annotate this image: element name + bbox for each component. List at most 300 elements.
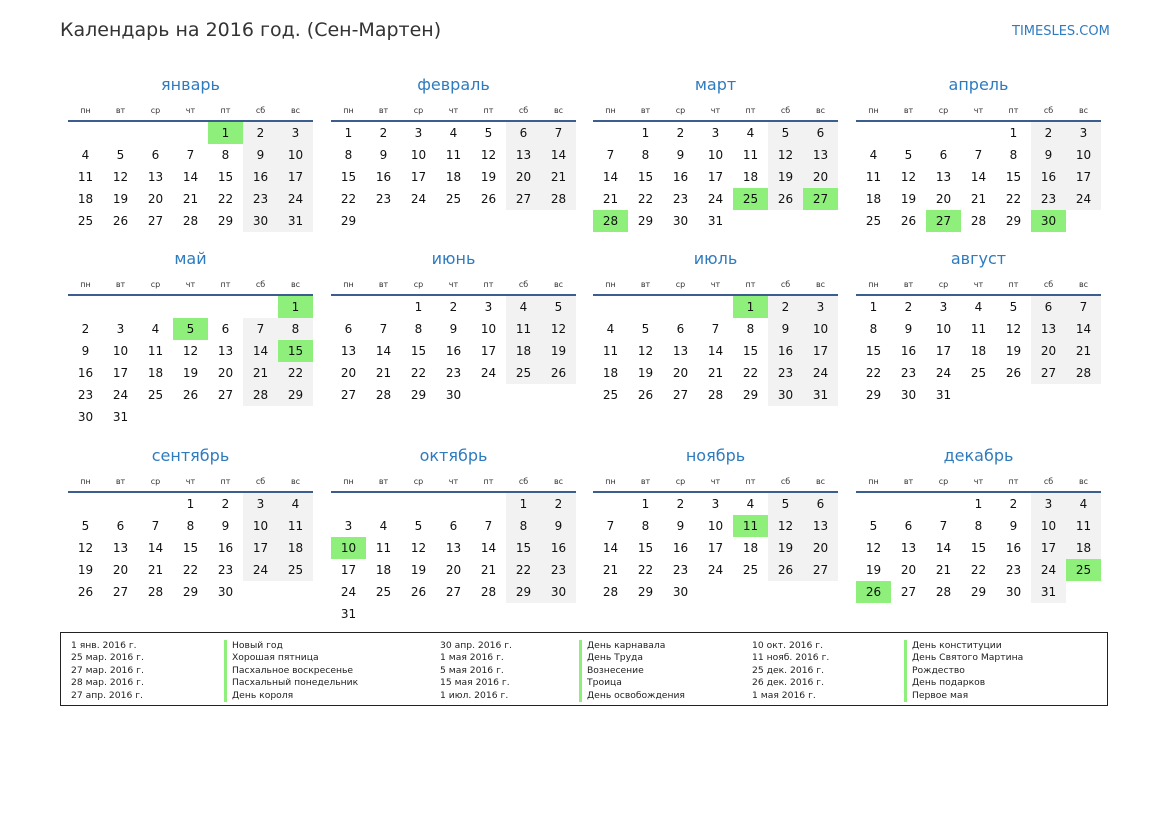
day-cell: 18 (1066, 537, 1101, 559)
legend-holiday-name: Пасхальное воскресенье (232, 664, 354, 676)
day-cell: 16 (217, 541, 234, 555)
day-cell: 11 (77, 170, 94, 184)
month-name: август (950, 249, 1007, 268)
day-cell: 3 (484, 300, 493, 314)
day-cell: 1 (414, 300, 423, 314)
day-cell: 12 (865, 541, 882, 555)
empty-cell (138, 492, 173, 515)
day-cell: 16 (243, 166, 278, 188)
page-title: Календарь на 2016 год. (Сен-Мартен) (60, 19, 442, 41)
day-cell: 9 (541, 515, 576, 537)
legend-holiday-name: День подарков (912, 677, 986, 689)
empty-cell (208, 295, 243, 318)
day-cell: 11 (970, 322, 987, 336)
legend-names-col-2 (579, 640, 685, 702)
day-cell: 30 (672, 214, 689, 228)
day-cell: 26 (1005, 366, 1022, 380)
weekday-header: ср (138, 274, 173, 295)
day-cell: 27 (340, 388, 357, 402)
day-cell: 16 (768, 340, 803, 362)
empty-cell (173, 121, 208, 144)
day-cell: 5 (1009, 300, 1018, 314)
empty-cell (1066, 384, 1101, 406)
day-cell: 6 (939, 148, 948, 162)
empty-cell (856, 121, 891, 144)
day-cell: 19 (182, 366, 199, 380)
empty-cell (996, 384, 1031, 406)
day-cell: 14 (970, 170, 987, 184)
weekday-header: ср (663, 471, 698, 492)
day-cell: 23 (217, 563, 234, 577)
weekday-header: вт (366, 471, 401, 492)
day-cell: 27 (803, 559, 838, 581)
day-cell: 27 (445, 585, 462, 599)
weekday-header: вт (891, 471, 926, 492)
month-table (856, 471, 1101, 603)
day-cell: 8 (746, 322, 755, 336)
day-cell: 16 (672, 541, 689, 555)
day-cell: 13 (672, 344, 689, 358)
day-cell: 1 (186, 497, 195, 511)
empty-cell (1031, 384, 1066, 406)
day-cell: 10 (410, 148, 427, 162)
day-cell: 24 (410, 192, 427, 206)
legend-date: 1 июл. 2016 г. (440, 689, 509, 701)
weekday-header: вс (803, 100, 838, 121)
day-cell: 17 (1066, 166, 1101, 188)
weekday-header: чт (698, 471, 733, 492)
day-cell: 20 (445, 563, 462, 577)
weekday-header: вт (628, 100, 663, 121)
weekday-header: сб (768, 471, 803, 492)
day-cell: 1 (869, 300, 878, 314)
day-cell: 21 (541, 166, 576, 188)
day-cell: 7 (379, 322, 388, 336)
empty-cell (243, 295, 278, 318)
day-cell: 3 (1066, 121, 1101, 144)
day-cell: 28 (935, 585, 952, 599)
day-cell: 16 (541, 537, 576, 559)
day-cell: 2 (243, 121, 278, 144)
day-cell: 15 (970, 541, 987, 555)
day-cell: 27 (506, 188, 541, 210)
weekday-header: вт (103, 471, 138, 492)
day-cell: 24 (340, 585, 357, 599)
day-cell: 29 (742, 388, 759, 402)
day-cell: 8 (974, 519, 983, 533)
weekday-header: пн (593, 274, 628, 295)
empty-cell (278, 581, 313, 603)
day-cell: 23 (77, 388, 94, 402)
day-cell: 7 (711, 322, 720, 336)
legend-date: 30 апр. 2016 г. (440, 640, 512, 651)
month-name: май (174, 249, 207, 268)
day-cell: 25 (278, 559, 313, 581)
day-cell: 14 (243, 340, 278, 362)
empty-cell (366, 603, 401, 625)
day-cell: 15 (506, 537, 541, 559)
day-cell: 14 (147, 541, 164, 555)
legend-date: 26 дек. 2016 г. (752, 677, 825, 689)
day-cell: 23 (243, 188, 278, 210)
weekday-header: вт (103, 100, 138, 121)
day-cell: 2 (676, 126, 685, 140)
weekday-header: чт (436, 274, 471, 295)
day-cell: 19 (900, 192, 917, 206)
day-cell: 6 (904, 519, 913, 533)
day-cell: 31 (112, 410, 129, 424)
empty-cell (103, 492, 138, 515)
day-cell: 12 (768, 515, 803, 537)
empty-cell (1066, 581, 1101, 603)
day-cell: 5 (116, 148, 125, 162)
month-table (68, 100, 313, 232)
day-cell: 5 (81, 519, 90, 533)
weekday-header: сб (768, 100, 803, 121)
day-cell: 3 (116, 322, 125, 336)
day-cell: 30 (217, 585, 234, 599)
day-cell: 29 (410, 388, 427, 402)
empty-cell (401, 492, 436, 515)
month-11 (593, 445, 838, 603)
empty-cell (1066, 210, 1101, 232)
day-cell: 20 (935, 192, 952, 206)
day-cell: 3 (711, 126, 720, 140)
day-cell: 31 (803, 384, 838, 406)
day-cell: 1 (208, 121, 243, 144)
legend-holiday-name: День Святого Мартина (912, 652, 1024, 664)
day-cell: 14 (602, 170, 619, 184)
empty-cell (471, 210, 506, 232)
day-cell: 11 (1066, 515, 1101, 537)
day-cell: 19 (768, 537, 803, 559)
month-4 (856, 74, 1101, 232)
empty-cell (366, 210, 401, 232)
day-cell: 20 (112, 563, 129, 577)
day-cell: 1 (1009, 126, 1018, 140)
day-cell: 2 (904, 300, 913, 314)
day-cell: 12 (637, 344, 654, 358)
day-cell: 3 (711, 497, 720, 511)
empty-cell (803, 581, 838, 603)
empty-cell (803, 210, 838, 232)
day-cell: 29 (278, 384, 313, 406)
day-cell: 28 (375, 388, 392, 402)
day-cell: 12 (182, 344, 199, 358)
day-cell: 22 (506, 559, 541, 581)
day-cell: 2 (768, 295, 803, 318)
day-cell: 10 (803, 318, 838, 340)
day-cell: 20 (340, 366, 357, 380)
day-cell: 5 (484, 126, 493, 140)
day-cell: 18 (147, 366, 164, 380)
weekday-header: вс (541, 274, 576, 295)
day-cell: 26 (541, 362, 576, 384)
day-cell: 3 (344, 519, 353, 533)
day-cell: 20 (506, 166, 541, 188)
day-cell: 19 (637, 366, 654, 380)
month-3 (593, 74, 838, 232)
weekday-header: пн (331, 100, 366, 121)
day-cell: 21 (147, 563, 164, 577)
day-cell: 15 (217, 170, 234, 184)
day-cell: 31 (707, 214, 724, 228)
day-cell: 2 (379, 126, 388, 140)
empty-cell (436, 210, 471, 232)
day-cell: 12 (768, 144, 803, 166)
day-cell: 22 (340, 192, 357, 206)
day-cell: 23 (541, 559, 576, 581)
weekday-header: вс (278, 274, 313, 295)
legend-dates-col-3 (752, 640, 829, 702)
legend-holiday-name: День Труда (587, 652, 644, 664)
day-cell: 15 (182, 541, 199, 555)
legend-holiday-name: День короля (232, 689, 294, 701)
weekday-header: пт (208, 100, 243, 121)
day-cell: 18 (742, 170, 759, 184)
day-cell: 21 (182, 192, 199, 206)
month-table (856, 274, 1101, 406)
day-cell: 2 (676, 497, 685, 511)
empty-cell (138, 121, 173, 144)
day-cell: 31 (340, 607, 357, 621)
day-cell: 24 (935, 366, 952, 380)
day-cell: 27 (217, 388, 234, 402)
empty-cell (698, 295, 733, 318)
day-cell: 14 (602, 541, 619, 555)
day-cell: 25 (742, 563, 759, 577)
legend-date: 15 мая 2016 г. (440, 677, 510, 689)
weekday-header: пн (331, 274, 366, 295)
month-2 (331, 74, 576, 232)
day-cell: 1 (641, 497, 650, 511)
day-cell: 9 (1031, 144, 1066, 166)
day-cell: 13 (217, 344, 234, 358)
weekday-header: ср (401, 471, 436, 492)
day-cell: 28 (970, 214, 987, 228)
day-cell: 7 (974, 148, 983, 162)
day-cell: 14 (375, 344, 392, 358)
day-cell: 26 (480, 192, 497, 206)
day-cell: 22 (217, 192, 234, 206)
day-cell: 22 (278, 362, 313, 384)
empty-cell (366, 492, 401, 515)
weekday-header: чт (698, 100, 733, 121)
weekday-header: вс (278, 471, 313, 492)
day-cell: 2 (541, 492, 576, 515)
day-cell: 11 (742, 148, 759, 162)
day-cell: 28 (243, 384, 278, 406)
day-cell: 25 (445, 192, 462, 206)
legend-date: 11 нояб. 2016 г. (752, 652, 830, 664)
empty-cell (891, 492, 926, 515)
month-10 (331, 445, 576, 625)
weekday-header: чт (961, 100, 996, 121)
empty-cell (173, 406, 208, 428)
weekday-header: пт (471, 100, 506, 121)
day-cell: 18 (278, 537, 313, 559)
weekday-header: пт (996, 274, 1031, 295)
day-cell: 22 (970, 563, 987, 577)
day-cell: 29 (1005, 214, 1022, 228)
day-cell: 9 (904, 322, 913, 336)
day-cell: 8 (186, 519, 195, 533)
month-table (331, 274, 576, 406)
weekday-header: сб (1031, 471, 1066, 492)
day-cell: 13 (803, 515, 838, 537)
empty-cell (471, 603, 506, 625)
day-cell: 3 (803, 295, 838, 318)
empty-cell (926, 121, 961, 144)
day-cell: 18 (970, 344, 987, 358)
day-cell: 20 (803, 537, 838, 559)
day-cell: 6 (1031, 295, 1066, 318)
day-cell: 8 (641, 519, 650, 533)
month-name: март (694, 75, 737, 94)
day-cell: 3 (1031, 492, 1066, 515)
legend-dates-col-1 (71, 640, 144, 702)
day-cell: 12 (1005, 322, 1022, 336)
weekday-header: ср (138, 471, 173, 492)
day-cell: 6 (221, 322, 230, 336)
day-cell: 9 (449, 322, 458, 336)
day-cell: 3 (278, 121, 313, 144)
day-cell: 11 (602, 344, 619, 358)
legend-date: 25 мар. 2016 г. (71, 652, 144, 664)
day-cell: 25 (77, 214, 94, 228)
day-cell: 10 (707, 519, 724, 533)
day-cell: 11 (506, 318, 541, 340)
legend-holiday-name: Троица (587, 677, 622, 689)
day-cell: 11 (278, 515, 313, 537)
day-cell: 13 (506, 144, 541, 166)
day-cell: 28 (182, 214, 199, 228)
day-cell: 21 (243, 362, 278, 384)
empty-cell (401, 603, 436, 625)
day-cell: 7 (484, 519, 493, 533)
weekday-header: вт (366, 100, 401, 121)
weekday-header: вс (278, 100, 313, 121)
weekday-header: вс (1066, 274, 1101, 295)
legend-date: 27 мар. 2016 г. (71, 664, 144, 676)
day-cell: 25 (865, 214, 882, 228)
day-cell: 29 (970, 585, 987, 599)
day-cell: 7 (541, 121, 576, 144)
weekday-header: пт (471, 471, 506, 492)
month-table (593, 274, 838, 406)
day-cell: 15 (637, 541, 654, 555)
day-cell: 8 (869, 322, 878, 336)
day-cell: 21 (935, 563, 952, 577)
weekday-header: вт (103, 274, 138, 295)
day-cell: 10 (707, 148, 724, 162)
empty-cell (733, 210, 768, 232)
month-name: декабрь (943, 446, 1014, 465)
legend-dates-col-2 (440, 640, 512, 702)
weekday-header: вс (541, 471, 576, 492)
day-cell: 18 (602, 366, 619, 380)
day-cell: 13 (1031, 318, 1066, 340)
day-cell: 20 (147, 192, 164, 206)
month-name: октябрь (419, 446, 488, 465)
day-cell: 17 (480, 344, 497, 358)
weekday-header: чт (173, 471, 208, 492)
legend-holiday-name: Новый год (232, 640, 283, 651)
day-cell: 20 (672, 366, 689, 380)
empty-cell (68, 295, 103, 318)
day-cell: 27 (803, 188, 838, 210)
day-cell: 9 (379, 148, 388, 162)
day-cell: 4 (506, 295, 541, 318)
month-name: январь (161, 75, 220, 94)
weekday-header: вс (541, 100, 576, 121)
day-cell: 16 (900, 344, 917, 358)
weekday-header: вт (628, 471, 663, 492)
day-cell: 30 (243, 210, 278, 232)
empty-cell (768, 581, 803, 603)
weekday-header: пн (856, 100, 891, 121)
day-cell: 3 (414, 126, 423, 140)
day-cell: 22 (865, 366, 882, 380)
day-cell: 28 (593, 210, 628, 232)
day-cell: 10 (1066, 144, 1101, 166)
weekday-header: ср (138, 100, 173, 121)
day-cell: 30 (1005, 585, 1022, 599)
empty-cell (138, 295, 173, 318)
day-cell: 20 (803, 166, 838, 188)
day-cell: 15 (637, 170, 654, 184)
day-cell: 20 (1031, 340, 1066, 362)
month-table (331, 471, 576, 625)
weekday-header: пт (996, 471, 1031, 492)
day-cell: 17 (803, 340, 838, 362)
weekday-header: сб (506, 100, 541, 121)
day-cell: 28 (541, 188, 576, 210)
empty-cell (436, 603, 471, 625)
day-cell: 2 (81, 322, 90, 336)
empty-cell (856, 492, 891, 515)
weekday-header: ср (926, 471, 961, 492)
day-cell: 27 (1031, 362, 1066, 384)
day-cell: 13 (340, 344, 357, 358)
day-cell: 6 (676, 322, 685, 336)
day-cell: 21 (375, 366, 392, 380)
weekday-header: вс (803, 274, 838, 295)
day-cell: 13 (935, 170, 952, 184)
day-cell: 7 (151, 519, 160, 533)
day-cell: 23 (900, 366, 917, 380)
weekday-header: вт (891, 100, 926, 121)
day-cell: 4 (746, 497, 755, 511)
empty-cell (541, 210, 576, 232)
weekday-header: пт (208, 274, 243, 295)
day-cell: 26 (856, 581, 891, 603)
legend-holiday-name: Вознесение (587, 664, 644, 676)
month-table (856, 100, 1101, 232)
day-cell: 7 (606, 519, 615, 533)
empty-cell (891, 121, 926, 144)
weekday-header: вс (803, 471, 838, 492)
day-cell: 23 (1031, 188, 1066, 210)
day-cell: 1 (974, 497, 983, 511)
day-cell: 8 (221, 148, 230, 162)
day-cell: 21 (602, 192, 619, 206)
day-cell: 7 (243, 318, 278, 340)
day-cell: 18 (77, 192, 94, 206)
weekday-header: пн (68, 100, 103, 121)
site-brand-link[interactable]: TIMESLES.COM (1012, 24, 1110, 39)
day-cell: 15 (278, 340, 313, 362)
